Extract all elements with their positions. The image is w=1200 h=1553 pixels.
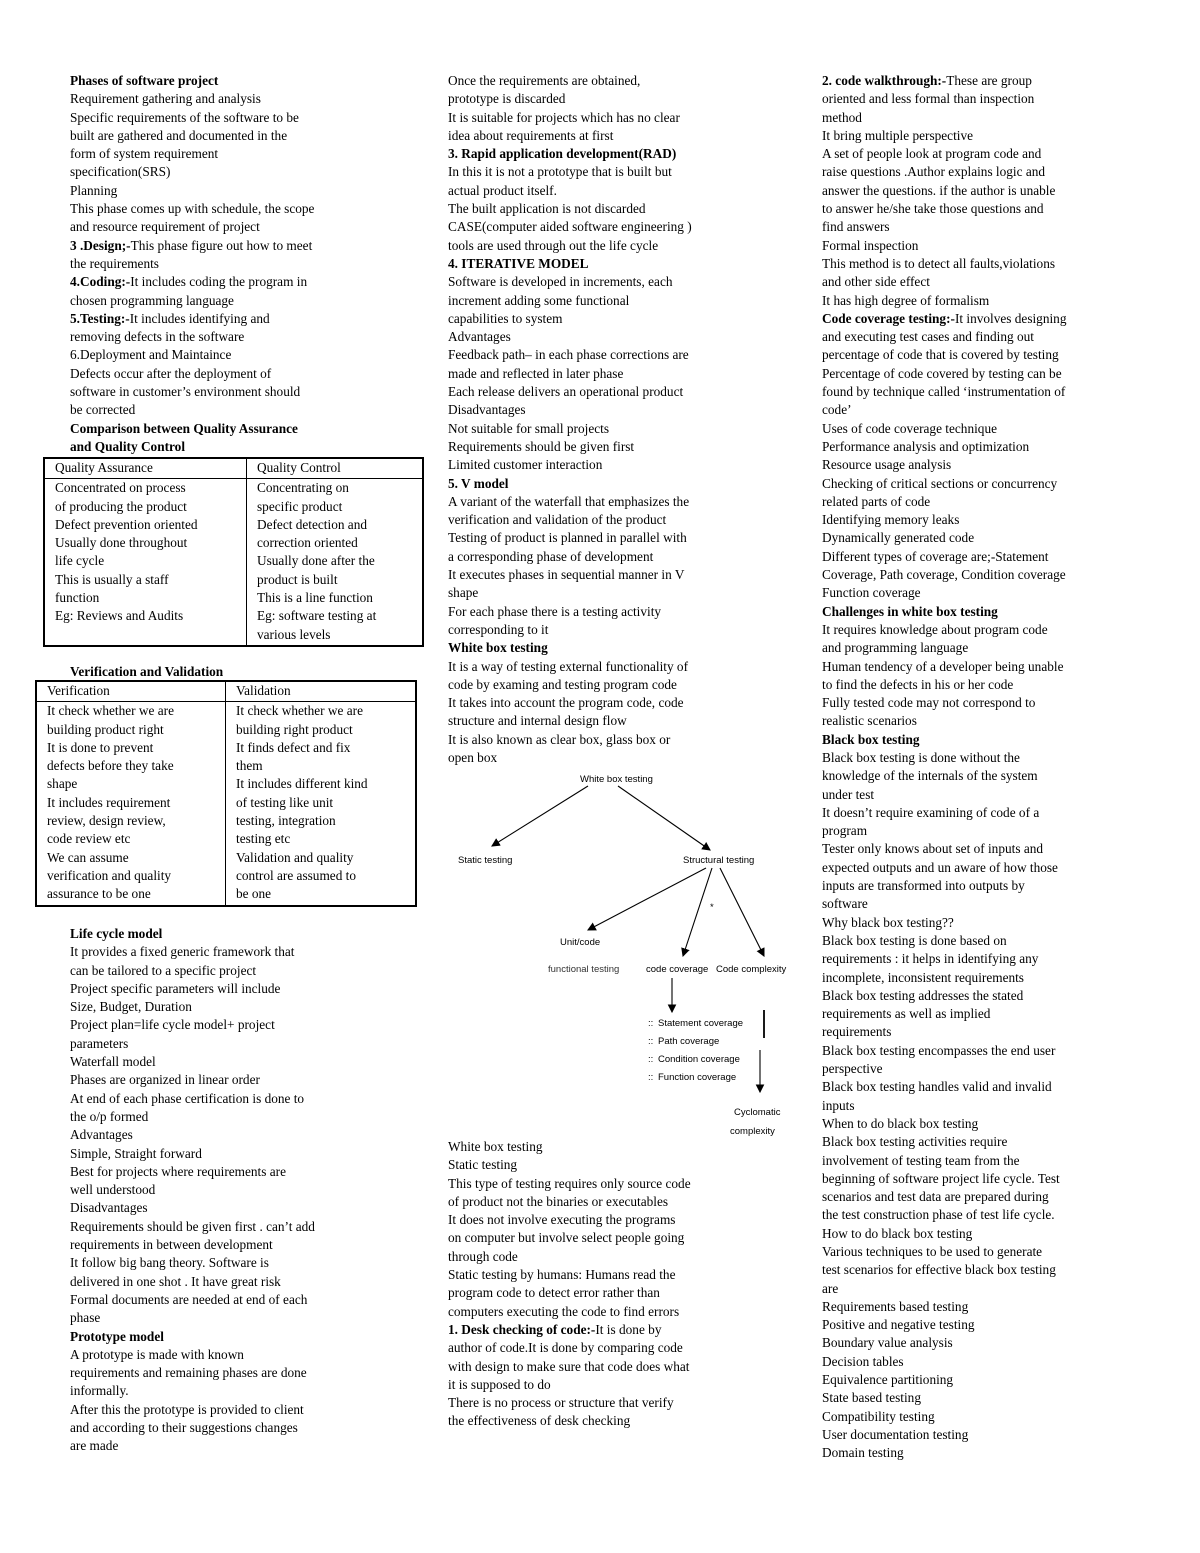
cell-line: code review etc xyxy=(47,831,131,847)
bold-prefix: 5.Testing:- xyxy=(70,310,130,326)
cell-line: shape xyxy=(47,776,78,792)
text-line: Identifying memory leaks xyxy=(822,512,960,528)
cell-line: It includes requirement xyxy=(47,794,171,810)
cell-line: them xyxy=(236,758,263,774)
text-line: open box xyxy=(448,749,498,765)
text-line: At end of each phase certification is done to xyxy=(70,1090,305,1106)
text-line: removing defects in the software xyxy=(70,329,245,345)
text-line: related parts of code xyxy=(822,493,931,509)
text-line: How to do black box testing xyxy=(822,1225,973,1241)
bold-prefix: 4.Coding:- xyxy=(70,274,131,290)
column-2 xyxy=(448,72,778,767)
text-line: When to do black box testing xyxy=(822,1115,979,1131)
text-line: program xyxy=(822,823,868,839)
text-line: and Quality Control xyxy=(70,438,186,454)
verification-cell xyxy=(36,702,226,906)
validation-header: Validation xyxy=(226,681,417,702)
text-line: software xyxy=(822,896,868,912)
coverage-bullet: :: xyxy=(648,1054,654,1065)
text-line: made and reflected in later phase xyxy=(448,365,624,381)
cell-line: building right product xyxy=(236,721,353,737)
text-line: and executing test cases and finding out xyxy=(822,329,1034,345)
cell-line: verification and quality xyxy=(47,867,172,883)
text-line: Phases are organized in linear order xyxy=(70,1072,260,1088)
text-line: Black box testing addresses the stated xyxy=(822,987,1024,1003)
text-line: Requirements based testing xyxy=(822,1298,969,1314)
verification-validation-table xyxy=(35,680,417,907)
text-line: Dynamically generated code xyxy=(822,530,975,546)
text-line: Disadvantages xyxy=(70,1200,148,1216)
text-line: and other side effect xyxy=(822,274,930,290)
text-line: are xyxy=(822,1280,839,1296)
text-line: For each phase there is a testing activity xyxy=(448,603,662,619)
cell-line: life cycle xyxy=(55,553,105,569)
text-line: Code coverage testing:-It involves designing xyxy=(822,310,1067,326)
coverage-item: Function coverage xyxy=(658,1072,737,1083)
text-line: In this it is not a prototype that is built but xyxy=(448,164,672,180)
column-3 xyxy=(822,72,1162,1463)
text-line: software in customer’s environment should xyxy=(70,384,301,400)
text-line: It is a way of testing external functionality of xyxy=(448,658,689,674)
qa-cell xyxy=(44,479,247,646)
text-line: Requirement gathering and analysis xyxy=(70,91,261,107)
text-line: with design to make sure that code does what xyxy=(448,1358,690,1374)
text-line: Prototype model xyxy=(70,1328,164,1344)
text-line: A prototype is made with known xyxy=(70,1346,244,1362)
cell-line: various levels xyxy=(257,626,331,642)
cell-line: of testing like unit xyxy=(236,794,334,810)
text-line: Best for projects where requirements are xyxy=(70,1163,286,1179)
text-line: Decision tables xyxy=(822,1353,904,1369)
text-line: Defects occur after the deployment of xyxy=(70,365,272,381)
cell-line: Validation and quality xyxy=(236,849,354,865)
text-line: It takes into account the program code, code xyxy=(448,695,684,711)
text-line: method xyxy=(822,109,862,125)
text-line: It follow big bang theory. Software is xyxy=(70,1255,269,1271)
text-line: chosen programming language xyxy=(70,292,234,308)
text-line: The built application is not discarded xyxy=(448,201,646,217)
code-complexity-node: Code complexity xyxy=(716,964,787,975)
text-line: 5. V model xyxy=(448,475,509,491)
cell-line: Usually done throughout xyxy=(55,535,188,551)
text-line: Black box testing is done without the xyxy=(822,749,1020,765)
text-line: Disadvantages xyxy=(448,402,526,418)
life-cycle-section xyxy=(70,925,430,1456)
text-line: 2. code walkthrough:-These are group xyxy=(822,73,1032,88)
text-line: increment adding some functional xyxy=(448,292,630,308)
text-line: tools are used through out the life cycle xyxy=(448,237,659,253)
text-line: 3. Rapid application development(RAD) xyxy=(448,146,677,162)
text-line: White box testing xyxy=(448,1139,543,1154)
text-line: of product not the binaries or executables xyxy=(448,1193,669,1209)
cell-line: assurance to be one xyxy=(47,886,151,902)
text-line: Positive and negative testing xyxy=(822,1317,975,1333)
text-line: It does not involve executing the programs xyxy=(448,1212,676,1228)
text-line: the requirements xyxy=(70,255,159,271)
text-line: knowledge of the internals of the system xyxy=(822,768,1038,784)
text-line: Formal inspection xyxy=(822,237,919,253)
column-1 xyxy=(70,72,430,456)
cell-line: This is a line function xyxy=(257,590,373,606)
bold-prefix: Code coverage testing:- xyxy=(822,310,955,326)
text-line: Resource usage analysis xyxy=(822,457,952,473)
text-line: on computer but involve select people going xyxy=(448,1230,685,1246)
text-line: idea about requirements at first xyxy=(448,127,614,143)
text-line: Static testing by humans: Humans read the xyxy=(448,1267,676,1283)
edge-root-static xyxy=(492,786,588,846)
cell-line: function xyxy=(55,590,100,606)
text-line: Not suitable for small projects xyxy=(448,420,610,436)
coverage-item: Statement coverage xyxy=(658,1018,744,1029)
white-box-testing-diagram xyxy=(448,770,788,1140)
text-line: Boundary value analysis xyxy=(822,1335,953,1351)
text-line: 1. Desk checking of code:-It is done by xyxy=(448,1321,662,1337)
text-line: under test xyxy=(822,786,875,802)
text-line: percentage of code that is covered by testing xyxy=(822,347,1059,363)
text-line: author of code.It is done by comparing code xyxy=(448,1340,683,1356)
text-line: Limited customer interaction xyxy=(448,457,603,473)
text-line: actual product itself. xyxy=(448,182,557,198)
text-line: delivered in one shot . It have great risk xyxy=(70,1273,281,1289)
bold-prefix: 2. code walkthrough:- xyxy=(822,73,947,88)
text-line: 6.Deployment and Maintaince xyxy=(70,347,232,363)
text-line: Black box testing is done based on xyxy=(822,932,1007,948)
text-line: Feedback path– in each phase corrections are xyxy=(448,347,689,363)
text-line: it is supposed to do xyxy=(448,1376,551,1392)
diagram-marker: * xyxy=(710,902,714,913)
cell-line: building product right xyxy=(47,721,164,737)
text-line: test scenarios for effective black box testing xyxy=(822,1262,1056,1278)
text-line: It is also known as clear box, glass box or xyxy=(448,731,671,747)
structural-testing-node: Structural testing xyxy=(683,855,755,866)
text-line: Software is developed in increments, each xyxy=(448,274,673,290)
cell-line: review, design review, xyxy=(47,813,166,829)
text-line: Black box testing activities require xyxy=(822,1134,1008,1150)
text-line: Project plan=life cycle model+ project xyxy=(70,1017,275,1033)
cell-line: of producing the product xyxy=(55,498,187,514)
text-line: be corrected xyxy=(70,402,136,418)
functional-testing-node: functional testing xyxy=(548,964,620,975)
text-line: answer the questions. if the author is unable xyxy=(822,182,1056,198)
cell-line: This is usually a staff xyxy=(55,571,169,587)
text-line: Life cycle model xyxy=(70,926,163,941)
cell-line: It is done to prevent xyxy=(47,739,154,755)
text-line: CASE(computer aided software engineering ) xyxy=(448,219,692,235)
text-line: the o/p formed xyxy=(70,1108,149,1124)
unit-code-node: Unit/code xyxy=(560,937,601,948)
text-line: requirements as well as implied xyxy=(822,1006,991,1022)
coverage-bullet: :: xyxy=(648,1072,654,1083)
cell-line: specific product xyxy=(257,498,343,514)
code-coverage-node: code coverage xyxy=(646,964,709,975)
text-line: Each release delivers an operational product xyxy=(448,384,684,400)
cell-line: correction oriented xyxy=(257,535,358,551)
text-line: 4. ITERATIVE MODEL xyxy=(448,255,589,271)
coverage-item: Condition coverage xyxy=(658,1054,740,1065)
text-line: Checking of critical sections or concurrency xyxy=(822,475,1058,491)
text-line: the test construction phase of test life cycle. xyxy=(822,1207,1055,1223)
cell-line: Usually done after the xyxy=(257,553,375,569)
text-line: 4.Coding:-It includes coding the program in xyxy=(70,274,308,290)
qa-header: Quality Assurance xyxy=(44,458,247,479)
text-line: It bring multiple perspective xyxy=(822,127,974,143)
text-line: A variant of the waterfall that emphasizes the xyxy=(448,493,690,509)
text-line: specification(SRS) xyxy=(70,164,171,180)
text-line: This type of testing requires only source code xyxy=(448,1175,691,1191)
text-line: code’ xyxy=(822,402,852,418)
cyclomatic-label-1: Cyclomatic xyxy=(734,1107,781,1118)
qc-cell xyxy=(247,479,424,646)
cell-line: It check whether we are xyxy=(236,703,363,719)
text-line: are made xyxy=(70,1438,119,1454)
vv-heading: Verification and Validation xyxy=(70,664,224,679)
validation-cell xyxy=(226,702,417,906)
edge-root-structural xyxy=(618,786,710,850)
text-line: It provides a fixed generic framework that xyxy=(70,944,295,960)
text-line: White box testing xyxy=(448,640,548,656)
text-line: Static testing xyxy=(448,1157,518,1173)
text-line: There is no process or structure that verify xyxy=(448,1395,674,1411)
text-line: Advantages xyxy=(70,1127,133,1143)
text-line: corresponding to it xyxy=(448,621,549,637)
bold-prefix: 3 .Design;- xyxy=(70,237,131,253)
text-line: A set of people look at program code and xyxy=(822,146,1042,162)
text-line: and programming language xyxy=(822,640,969,656)
text-line: to find the defects in his or her code xyxy=(822,676,1014,692)
text-line: realistic scenarios xyxy=(822,713,917,729)
text-line: through code xyxy=(448,1248,518,1264)
text-line: requirements : it helps in identifying any xyxy=(822,951,1039,967)
verification-header: Verification xyxy=(36,681,226,702)
text-line: This phase comes up with schedule, the scope xyxy=(70,201,315,217)
cell-line: Concentrating on xyxy=(257,480,349,496)
text-line: Simple, Straight forward xyxy=(70,1145,202,1161)
cell-line: be one xyxy=(236,886,272,902)
text-line: phase xyxy=(70,1310,101,1326)
text-line: built are gathered and documented in the xyxy=(70,127,288,143)
bold-prefix: 1. Desk checking of code:- xyxy=(448,1321,596,1337)
text-line: beginning of software project life cycle. Test xyxy=(822,1170,1060,1186)
text-line: parameters xyxy=(70,1035,129,1051)
text-line: found by technique called ‘instrumentation of xyxy=(822,384,1066,400)
static-testing-section xyxy=(448,1138,778,1431)
text-line: 3 .Design;-This phase figure out how to meet xyxy=(70,237,313,253)
text-line: Planning xyxy=(70,182,118,198)
text-line: Coverage, Path coverage, Condition coverage xyxy=(822,567,1066,583)
text-line: Phases of software project xyxy=(70,73,219,88)
text-line: After this the prototype is provided to client xyxy=(70,1401,304,1417)
text-line: Testing of product is planned in parallel with xyxy=(448,530,687,546)
text-line: Various techniques to be used to generate xyxy=(822,1244,1043,1259)
coverage-item: Path coverage xyxy=(658,1036,720,1047)
text-line: oriented and less formal than inspection xyxy=(822,91,1035,107)
text-line: It is suitable for projects which has no clear xyxy=(448,109,680,125)
text-line: involvement of testing team from the xyxy=(822,1152,1020,1168)
text-line: inputs are transformed into outputs by xyxy=(822,878,1025,894)
text-line: find answers xyxy=(822,219,890,235)
text-line: Black box testing handles valid and invalid xyxy=(822,1079,1052,1095)
text-line: Size, Budget, Duration xyxy=(70,999,192,1015)
text-line: State based testing xyxy=(822,1390,921,1406)
coverage-list xyxy=(648,1018,743,1083)
text-line: scenarios and test data are prepared during xyxy=(822,1189,1049,1205)
text-line: to answer he/she take those questions and xyxy=(822,201,1044,217)
text-line: program code to detect error rather than xyxy=(448,1285,660,1301)
text-line: form of system requirement xyxy=(70,146,219,162)
text-line: It executes phases in sequential manner in V xyxy=(448,567,685,583)
cell-line: Defect detection and xyxy=(257,516,368,532)
text-line: Fully tested code may not correspond to xyxy=(822,695,1036,711)
text-line: It doesn’t require examining of code of a xyxy=(822,804,1040,820)
cell-line: It includes different kind xyxy=(236,776,368,792)
text-line: informally. xyxy=(70,1383,129,1399)
text-line: Uses of code coverage technique xyxy=(822,420,997,436)
text-line: inputs xyxy=(822,1097,855,1113)
text-line: Once the requirements are obtained, xyxy=(448,73,641,88)
text-line: shape xyxy=(448,585,479,601)
cyclomatic-label-2: complexity xyxy=(730,1126,775,1137)
text-line: User documentation testing xyxy=(822,1426,969,1442)
text-line: Advantages xyxy=(448,329,511,345)
cell-line: It check whether we are xyxy=(47,703,174,719)
text-line: can be tailored to a specific project xyxy=(70,962,257,978)
text-line: and resource requirement of project xyxy=(70,219,260,235)
edge-structural-coverage xyxy=(683,868,712,956)
text-line: It has high degree of formalism xyxy=(822,292,990,308)
diagram-root: White box testing xyxy=(580,774,653,785)
text-line: Function coverage xyxy=(822,585,921,601)
text-line: Equivalence partitioning xyxy=(822,1372,954,1388)
text-line: It requires knowledge about program code xyxy=(822,621,1048,637)
text-line: incomplete, inconsistent requirements xyxy=(822,969,1024,985)
text-line: requirements in between development xyxy=(70,1237,273,1253)
cell-line: control are assumed to xyxy=(236,867,357,883)
cell-line: defects before they take xyxy=(47,758,174,774)
cell-line: testing etc xyxy=(236,831,291,847)
text-line: capabilities to system xyxy=(448,310,563,326)
text-line: Comparison between Quality Assurance xyxy=(70,420,298,436)
cell-line: testing, integration xyxy=(236,813,336,829)
text-line: Percentage of code covered by testing can be xyxy=(822,365,1062,381)
text-line: Waterfall model xyxy=(70,1054,156,1070)
cell-line: We can assume xyxy=(47,849,129,865)
text-line: perspective xyxy=(822,1061,883,1077)
text-line: Requirements should be given first xyxy=(448,438,635,454)
text-line: 5.Testing:-It includes identifying and xyxy=(70,310,270,326)
text-line: Domain testing xyxy=(822,1445,904,1461)
qc-header: Quality Control xyxy=(247,458,424,479)
cell-line: Concentrated on process xyxy=(55,480,186,496)
text-line: Compatibility testing xyxy=(822,1408,935,1424)
qa-qc-table xyxy=(43,457,424,647)
text-line: well understood xyxy=(70,1182,156,1198)
edge-structural-complexity xyxy=(720,868,764,956)
text-line: Black box testing xyxy=(822,731,920,747)
text-line: Performance analysis and optimization xyxy=(822,438,1030,454)
text-line: Specific requirements of the software to be xyxy=(70,109,299,125)
cell-line: Defect prevention oriented xyxy=(55,516,198,532)
text-line: raise questions .Author explains logic and xyxy=(822,164,1046,180)
text-line: Formal documents are needed at end of each xyxy=(70,1291,308,1307)
cell-line: It finds defect and fix xyxy=(236,739,351,755)
text-line: code by examing and testing program code xyxy=(448,676,677,692)
text-line: Different types of coverage are;-Statement xyxy=(822,548,1049,564)
coverage-bullet: :: xyxy=(648,1036,654,1047)
text-line: requirements and remaining phases are done xyxy=(70,1365,307,1381)
text-line: structure and internal design flow xyxy=(448,713,627,729)
text-line: Human tendency of a developer being unable xyxy=(822,658,1064,674)
text-line: Challenges in white box testing xyxy=(822,603,998,619)
coverage-bullet: :: xyxy=(648,1018,654,1029)
text-line: requirements xyxy=(822,1024,892,1040)
cell-line: Eg: software testing at xyxy=(257,608,377,624)
edge-structural-unit xyxy=(588,868,706,930)
text-line: the effectiveness of desk checking xyxy=(448,1413,631,1429)
text-line: expected outputs and un aware of how those xyxy=(822,859,1058,875)
text-line: Black box testing encompasses the end user xyxy=(822,1042,1056,1058)
text-line: Requirements should be given first . can’t add xyxy=(70,1218,315,1234)
text-line: and according to their suggestions changes xyxy=(70,1420,298,1436)
static-testing-node: Static testing xyxy=(458,855,513,866)
text-line: computers executing the code to find errors xyxy=(448,1303,680,1319)
text-line: verification and validation of the product xyxy=(448,512,667,528)
cell-line: product is built xyxy=(257,571,338,587)
text-line: a corresponding phase of development xyxy=(448,548,654,564)
text-line: Tester only knows about set of inputs and xyxy=(822,841,1044,857)
text-line: prototype is discarded xyxy=(448,91,566,107)
cell-line: Eg: Reviews and Audits xyxy=(55,608,184,624)
text-line: Project specific parameters will include xyxy=(70,980,281,996)
text-line: Why black box testing?? xyxy=(822,914,954,930)
text-line: This method is to detect all faults,violations xyxy=(822,255,1056,271)
